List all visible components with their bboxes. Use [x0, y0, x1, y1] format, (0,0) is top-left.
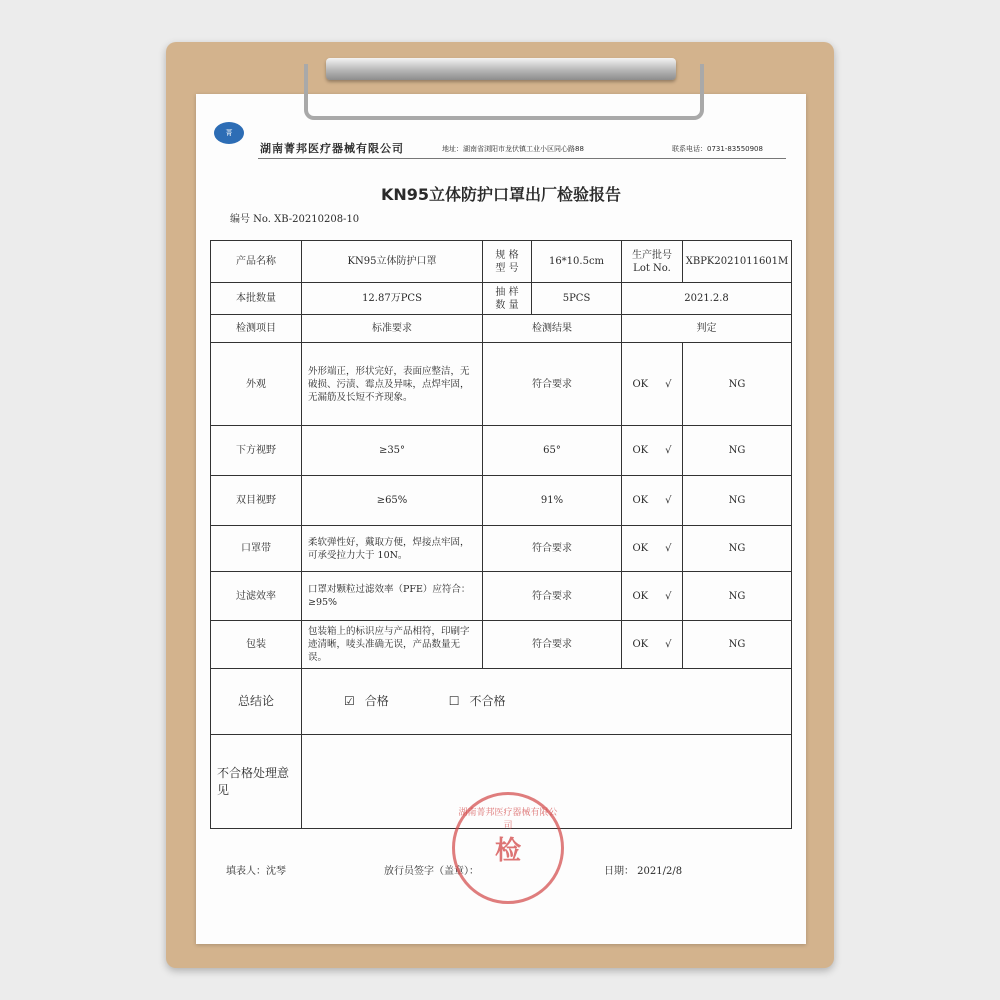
item-cell: 口罩带	[211, 526, 302, 572]
lot-label: 生产批号 Lot No.	[622, 241, 683, 283]
sample-label: 抽 样 数 量	[483, 283, 532, 315]
company-phone: 联系电话：0731-83550908	[672, 145, 763, 153]
ok-cell	[622, 572, 683, 621]
ok-text: OK	[632, 543, 649, 554]
check-mark-icon: √	[665, 378, 672, 390]
ng-cell: NG	[683, 476, 792, 526]
company-logo-icon: 菁	[214, 122, 244, 144]
ok-cell	[622, 343, 683, 426]
fail-label: 不合格	[469, 694, 506, 708]
product-name-value: KN95立体防护口罩	[302, 241, 483, 283]
ng-cell: NG	[683, 526, 792, 572]
col-standard-header: 标准要求	[302, 315, 483, 343]
check-mark-icon: √	[665, 639, 672, 650]
pass-label: 合格	[364, 694, 389, 708]
document-number: 编号 No. XB-20210208-10	[230, 214, 360, 225]
inspector-signature-label: 放行员签字（盖章）：	[384, 866, 479, 877]
table-row	[211, 343, 792, 426]
report-paper	[196, 94, 806, 944]
table-row	[211, 572, 792, 621]
filler-signature: 填表人：沈琴	[226, 866, 286, 877]
standard-cell: 外形端正，形状完好，表面应整洁，无破损、污渍、霉点及异味，点焊牢固，无漏筋及长短不齐现象。	[302, 343, 483, 426]
item-cell: 双目视野	[211, 476, 302, 526]
ng-cell: NG	[683, 621, 792, 669]
fail-checkbox-icon: ☐	[448, 694, 460, 708]
table-row	[211, 621, 792, 669]
report-date: 日期： 2021/2/8	[604, 866, 683, 877]
check-mark-icon: √	[665, 590, 672, 602]
standard-cell: ≥35°	[302, 426, 483, 476]
company-address: 地址：湖南省浏阳市龙伏镇工业小区同心路88	[442, 145, 584, 153]
table-row	[211, 476, 792, 526]
item-cell: 外观	[211, 343, 302, 426]
ok-text: OK	[632, 639, 649, 650]
col-judge-header: 判定	[622, 315, 792, 343]
table-row	[211, 426, 792, 476]
ok-text: OK	[632, 445, 649, 456]
standard-cell: 柔软弹性好，戴取方便，焊接点牢固，可承受拉力大于 10N。	[302, 526, 483, 572]
pass-checkbox-icon: ☑	[344, 694, 355, 708]
ok-cell	[622, 621, 683, 669]
conclusion-cell	[302, 669, 792, 735]
batch-qty-label: 本批数量	[211, 283, 302, 315]
item-cell: 下方视野	[211, 426, 302, 476]
seal-center-char: 检	[494, 835, 521, 866]
product-name-label: 产品名称	[211, 241, 302, 283]
standard-cell: ≥65%	[302, 476, 483, 526]
check-mark-icon: √	[665, 495, 672, 506]
ok-cell	[622, 426, 683, 476]
ng-cell: NG	[683, 343, 792, 426]
ng-cell: NG	[683, 426, 792, 476]
seal-ring-text: 湖南菁邦医疗器械有限公司	[458, 808, 558, 831]
company-name: 湖南菁邦医疗器械有限公司	[260, 142, 404, 155]
header-divider	[258, 158, 786, 159]
check-mark-icon: √	[665, 543, 672, 554]
result-cell: 91%	[483, 476, 622, 526]
col-item-header: 检测项目	[211, 315, 302, 343]
col-result-header: 检测结果	[483, 315, 622, 343]
ok-text: OK	[632, 495, 649, 506]
spec-label: 规 格 型 号	[483, 241, 532, 283]
result-cell: 符合要求	[483, 572, 622, 621]
standard-cell: 口罩对颗粒过滤效率（PFE）应符合：≥95%	[302, 572, 483, 621]
table-row	[211, 526, 792, 572]
report-title: KN95立体防护口罩出厂检验报告	[380, 185, 622, 204]
clip-wire	[304, 64, 704, 120]
item-cell: 过滤效率	[211, 572, 302, 621]
spec-value: 16*10.5cm	[532, 241, 622, 283]
result-cell: 符合要求	[483, 621, 622, 669]
standard-cell: 包装箱上的标识应与产品相符，印刷字迹清晰，唛头准确无误，产品数量无误。	[302, 621, 483, 669]
result-cell: 符合要求	[483, 526, 622, 572]
ok-cell	[622, 526, 683, 572]
ok-text: OK	[632, 378, 649, 390]
conclusion-label: 总结论	[211, 669, 302, 735]
sample-value: 5PCS	[532, 283, 622, 315]
result-cell: 符合要求	[483, 343, 622, 426]
item-cell: 包装	[211, 621, 302, 669]
ok-cell	[622, 476, 683, 526]
check-mark-icon: √	[665, 445, 672, 456]
batch-qty-value: 12.87万PCS	[302, 283, 483, 315]
inspection-date: 2021.2.8	[622, 283, 792, 315]
lot-value: XBPK2021011601M	[683, 241, 792, 283]
ng-cell: NG	[683, 572, 792, 621]
result-cell: 65°	[483, 426, 622, 476]
ok-text: OK	[632, 590, 649, 602]
company-seal-stamp	[452, 792, 564, 904]
inspection-table	[210, 240, 792, 829]
disposal-label: 不合格处理意见	[211, 735, 302, 829]
